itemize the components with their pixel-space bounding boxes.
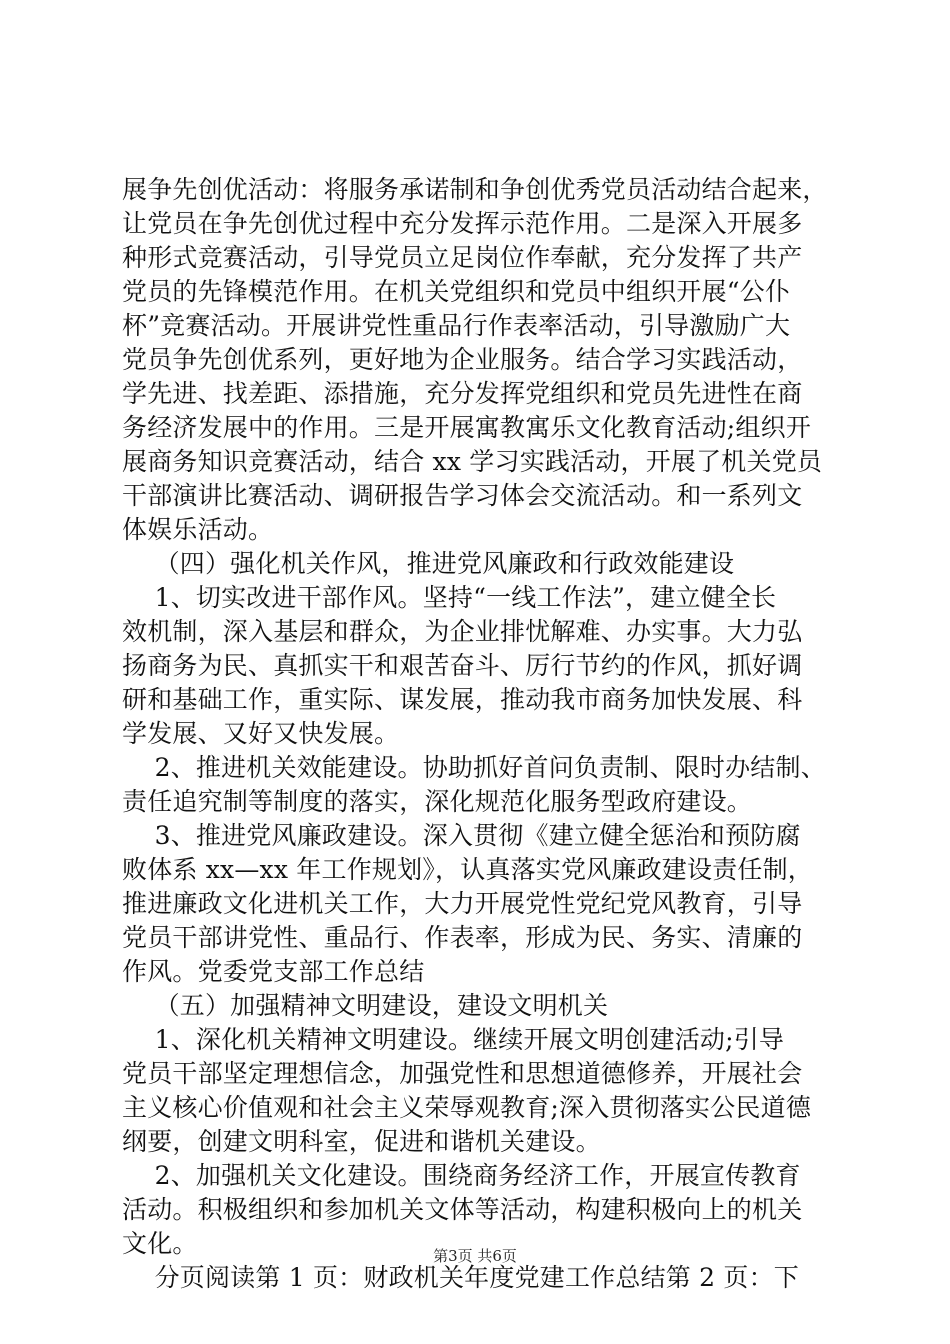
document-body (122, 173, 838, 1295)
text-line: 分页阅读第 1 页：财政机关年度党建工作总结第 2 页：下 (122, 1263, 799, 1292)
text-line: 体娱乐活动。 (122, 515, 274, 544)
text-line: 1、深化机关精神文明建设。继续开展文明创建活动;引导 (122, 1025, 785, 1054)
text-line: 推进廉政文化进机关工作，大力开展党性党纪党风教育，引导 (122, 889, 803, 918)
text-line: 文化。 (122, 1229, 198, 1258)
text-line: （四）强化机关作风，推进党风廉政和行政效能建设 (122, 549, 735, 578)
text-line: 1、切实改进干部作风。坚持“一线工作法”，建立健全长 (122, 583, 777, 612)
text-line: 作风。党委党支部工作总结 (122, 957, 425, 986)
text-line: 务经济发展中的作用。三是开展寓教寓乐文化教育活动;组织开 (122, 413, 812, 442)
text-line: 学发展、又好又快发展。 (122, 719, 400, 748)
text-line: 杯”竞赛活动。开展讲党性重品行作表率活动，引导激励广大 (122, 311, 791, 340)
text-line: 研和基础工作，重实际、谋发展，推动我市商务加快发展、科 (122, 685, 803, 714)
text-line: 干部演讲比赛活动、调研报告学习体会交流活动。和一系列文 (122, 481, 803, 510)
text-line: 党员干部坚定理想信念，加强党性和思想道德修养，开展社会 (122, 1059, 803, 1088)
text-line: 活动。积极组织和参加机关文体等活动，构建积极向上的机关 (122, 1195, 803, 1224)
text-line: 扬商务为民、真抓实干和艰苦奋斗、厉行节约的作风，抓好调 (122, 651, 803, 680)
text-line: （五）加强精神文明建设，建设文明机关 (122, 991, 609, 1020)
text-line: 党员干部讲党性、重品行、作表率，形成为民、务实、清廉的 (122, 923, 803, 952)
text-line: 责任追究制等制度的落实，深化规范化服务型政府建设。 (122, 787, 753, 816)
text-line: 党员争先创优系列，更好地为企业服务。结合学习实践活动， (122, 345, 803, 374)
text-line: 2、加强机关文化建设。围绕商务经济工作，开展宣传教育 (122, 1161, 801, 1190)
page-number-footer: 第3页 共6页 (433, 1247, 517, 1265)
text-line: 2、推进机关效能建设。协助抓好首问负责制、限时办结制、 (122, 753, 826, 782)
text-line: 效机制，深入基层和群众，为企业排忧解难、办实事。大力弘 (122, 617, 803, 646)
text-line: 种形式竞赛活动，引导党员立足岗位作奉献，充分发挥了共产 (122, 243, 803, 272)
text-line: 展商务知识竞赛活动，结合 xx 学习实践活动，开展了机关党员 (122, 447, 823, 476)
text-line: 纲要，创建文明科室，促进和谐机关建设。 (122, 1127, 601, 1156)
text-line: 展争先创优活动：将服务承诺制和争创优秀党员活动结合起来， (122, 175, 828, 204)
text-line: 让党员在争先创优过程中充分发挥示范作用。二是深入开展多 (122, 209, 803, 238)
text-line: 3、推进党风廉政建设。深入贯彻《建立健全惩治和预防腐 (122, 821, 801, 850)
text-line: 败体系 xx—xx 年工作规划》，认真落实党风廉政建设责任制， (122, 855, 813, 884)
text-line: 学先进、找差距、添措施，充分发挥党组织和党员先进性在商 (122, 379, 803, 408)
text-line: 主义核心价值观和社会主义荣辱观教育;深入贯彻落实公民道德 (122, 1093, 812, 1122)
text-line: 党员的先锋模范作用。在机关党组织和党员中组织开展“公仆 (122, 277, 791, 306)
